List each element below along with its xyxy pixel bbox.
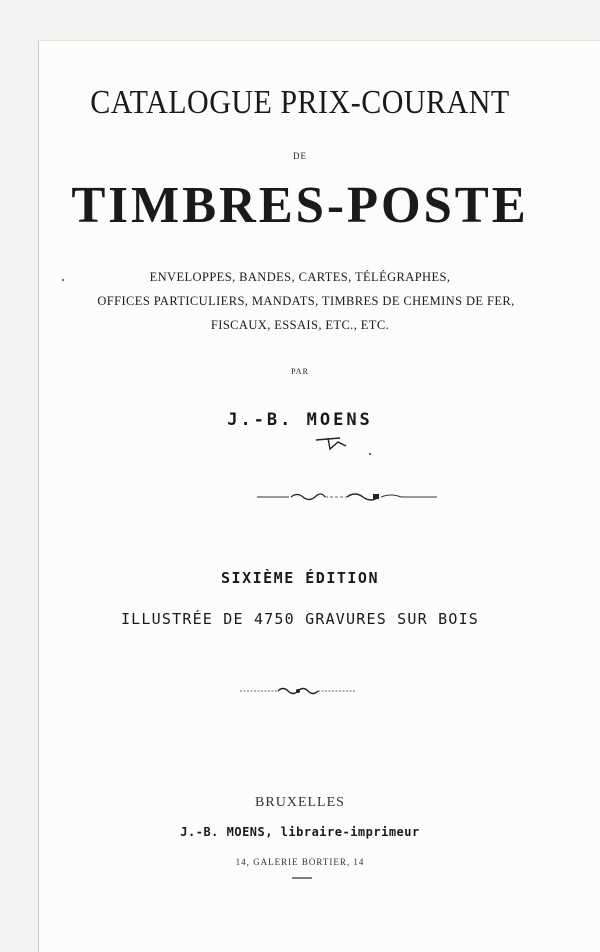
subtitle-line-3: FISCAUX, ESSAIS, ETC., ETC.	[210, 318, 390, 332]
closing-rule	[291, 876, 313, 880]
catalogue-heading: CATALOGUE PRIX-COURANT	[90, 84, 510, 121]
subtitle-line-1: ENVELOPPES, BANDES, CARTES, TÉLÉGRAPHES,	[149, 270, 451, 284]
publisher-address: 14, GALERIE BORTIER, 14	[235, 857, 365, 867]
decorative-rule-ornament	[255, 488, 440, 504]
author-name: J.-B. MOENS	[227, 410, 373, 430]
subtitle-line-2: OFFICES PARTICULIERS, MANDATS, TIMBRES DE CHEMINS DE FER,	[97, 294, 515, 308]
illustration-note: ILLUSTRÉE DE 4750 GRAVURES SUR BOIS	[120, 610, 480, 628]
publisher-imprint: J.-B. MOENS, libraire-imprimeur	[180, 825, 420, 839]
edition-label: SIXIÈME ÉDITION	[221, 569, 379, 587]
publication-city: BRUXELLES	[255, 795, 345, 810]
handwritten-mark-ornament	[312, 432, 372, 462]
connector-de: DE	[293, 151, 307, 161]
main-title: TIMBRES-POSTE	[71, 177, 529, 234]
decorative-rule-ornament-small	[238, 684, 358, 698]
page-top-edge	[38, 40, 600, 41]
by-label: PAR	[291, 367, 309, 376]
